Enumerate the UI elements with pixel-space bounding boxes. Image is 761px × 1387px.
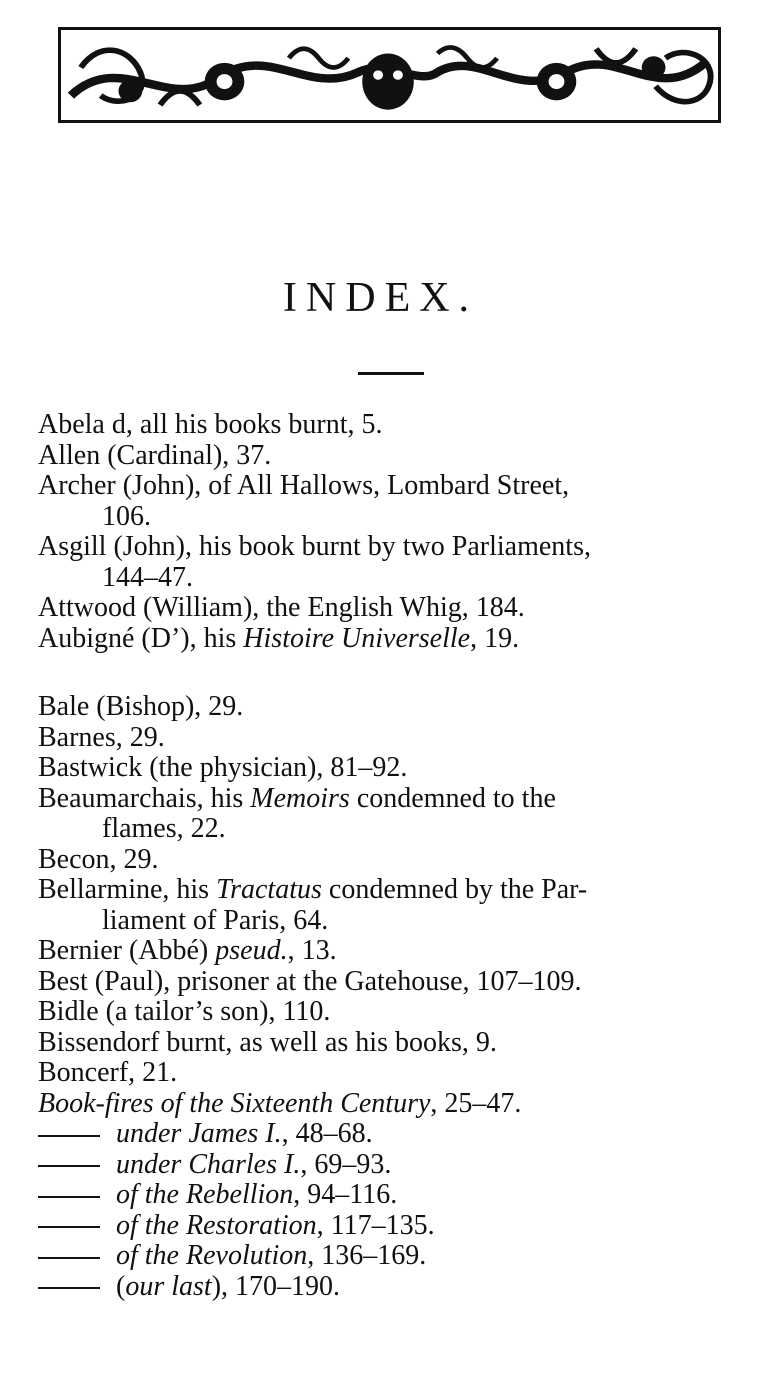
entry-text: , 25–47. xyxy=(430,1087,522,1119)
index-b-entry xyxy=(38,723,738,754)
entry-title-italic: Memoirs xyxy=(250,782,350,814)
index-group-a xyxy=(38,410,738,654)
index-entries xyxy=(38,410,738,1302)
index-b-entry-continuation: liament of Paris, 64. xyxy=(102,904,329,936)
entry-title-italic: Tractatus xyxy=(216,874,322,905)
index-a-entry-continuation: 144–47. xyxy=(102,561,193,593)
entry-title-italic: under James I. xyxy=(116,1118,282,1149)
entry-text: , 19. xyxy=(470,622,520,654)
entry-title-italic: of the Restoration xyxy=(116,1209,317,1241)
index-a-entry xyxy=(38,532,738,563)
entry-text: , 136–169. xyxy=(307,1240,427,1271)
entry-text: , 117–135. xyxy=(316,1209,435,1241)
title-rule xyxy=(358,372,424,375)
index-b-entry xyxy=(38,967,738,998)
index-b-entry xyxy=(38,1028,738,1059)
index-b-entry xyxy=(38,692,738,723)
entry-title-italic: pseud. xyxy=(215,935,288,966)
ditto-dash xyxy=(38,1135,100,1137)
index-a-entry xyxy=(38,441,738,472)
entry-text: , 48–68. xyxy=(281,1118,373,1149)
entry-title-italic: of the Rebellion xyxy=(116,1179,294,1210)
entry-text: , 94–116. xyxy=(293,1179,398,1210)
index-subentry xyxy=(38,1180,738,1211)
index-b-entry xyxy=(38,936,738,967)
decorative-headpiece xyxy=(58,27,721,123)
index-a-entry-continuation: 106. xyxy=(102,500,151,532)
group-spacer xyxy=(38,654,738,692)
ditto-dash xyxy=(38,1165,100,1167)
index-subentry xyxy=(38,1241,738,1272)
index-group-b xyxy=(38,692,738,1119)
index-a-entry xyxy=(38,471,738,502)
index-b-entry xyxy=(38,753,738,784)
index-b-entry xyxy=(38,845,738,876)
entry-text: Asgill (John), his book burnt by two Parliaments, xyxy=(38,531,591,562)
entry-text: Bale (Bishop), 29. xyxy=(38,691,244,722)
index-subentry xyxy=(38,1211,738,1242)
index-subentries xyxy=(38,1119,738,1302)
index-subentry xyxy=(38,1272,738,1303)
index-a-entry xyxy=(38,593,738,624)
entry-text: Barnes, 29. xyxy=(38,721,165,753)
index-b-entry xyxy=(38,997,738,1028)
entry-title-italic: of the Revolution xyxy=(116,1240,308,1271)
ditto-dash xyxy=(38,1196,100,1198)
index-b-entry xyxy=(38,1058,738,1089)
entry-text: Bastwick (the physician), 81–92. xyxy=(38,752,408,783)
ditto-dash xyxy=(38,1287,100,1289)
index-b-entry xyxy=(38,875,738,906)
entry-text: ), 170–190. xyxy=(211,1270,341,1302)
entry-text: Aubigné (D’), his xyxy=(38,622,244,654)
entry-text: Bellarmine, his xyxy=(38,874,217,905)
entry-text: , 13. xyxy=(287,935,337,966)
page-title: INDEX. xyxy=(282,275,479,321)
index-a-entry xyxy=(38,410,738,441)
entry-text: Abela d, all his books burnt, 5. xyxy=(38,409,383,440)
ditto-dash xyxy=(38,1257,100,1259)
index-b-entry xyxy=(38,1089,738,1120)
entry-title-italic: Histoire Universelle xyxy=(243,622,471,654)
entry-text: Archer (John), of All Hallows, Lombard Street, xyxy=(38,470,570,501)
entry-text: ( xyxy=(116,1270,126,1302)
entry-text: Bissendorf burnt, as well as his books, 9. xyxy=(38,1026,497,1058)
index-b-entry xyxy=(38,784,738,815)
index-a-entry xyxy=(38,624,738,655)
floral-ornament-icon xyxy=(61,30,718,120)
entry-title-italic: under Charles I. xyxy=(116,1148,301,1180)
entry-title-italic: Book-fires of the Sixteenth Century xyxy=(38,1087,431,1119)
entry-text: condemned to the xyxy=(349,782,556,814)
index-subentry xyxy=(38,1119,738,1150)
entry-title-italic: our last xyxy=(125,1270,212,1302)
entry-text: condemned by the Par- xyxy=(321,874,588,905)
entry-text: Bernier (Abbé) xyxy=(38,935,216,966)
entry-text: Attwood (William), the English Whig, 184. xyxy=(38,592,525,623)
entry-text: Allen (Cardinal), 37. xyxy=(38,439,272,471)
ditto-dash xyxy=(38,1226,100,1228)
index-subentry xyxy=(38,1150,738,1181)
entry-text: Boncerf, 21. xyxy=(38,1057,178,1088)
entry-text: , 69–93. xyxy=(300,1148,392,1180)
entry-text: Becon, 29. xyxy=(38,843,159,875)
index-b-entry-continuation: flames, 22. xyxy=(102,813,226,844)
entry-text: Bidle (a tailor’s son), 110. xyxy=(38,996,331,1027)
entry-text: Beaumarchais, his xyxy=(38,782,251,814)
entry-text: Best (Paul), prisoner at the Gatehouse, 107–109. xyxy=(38,965,582,997)
